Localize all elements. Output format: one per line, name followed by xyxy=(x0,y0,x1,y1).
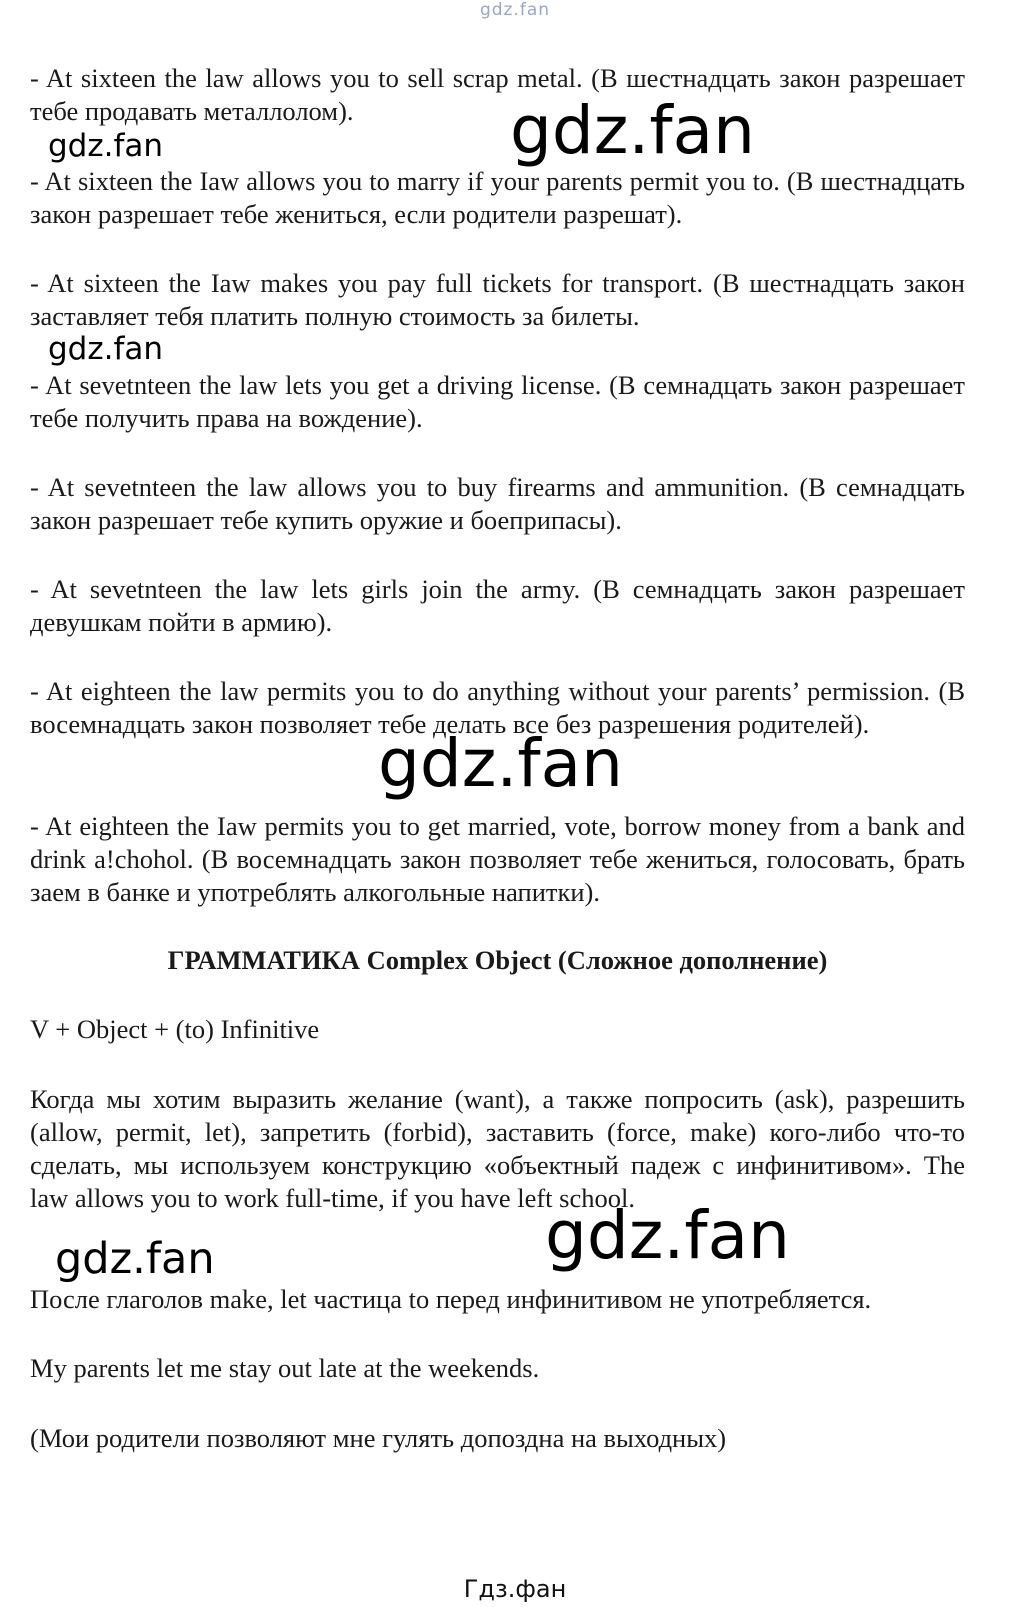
paragraph-3: - At sixteen the Iaw makes you pay full tickets for transport. (В шестнадцать закон заставляет тебя платить полную стоимость за билеты. xyxy=(30,268,965,331)
top-watermark: gdz.fan xyxy=(479,0,551,20)
grammar-rule: После глаголов make, let частица to перед инфинитивом не употребляется. xyxy=(30,1284,872,1314)
paragraph-1: - At sixteen the law allows you to sell scrap metal. (В шестнадцать закон разрешает тебе продавать металлолом). xyxy=(30,63,965,126)
grammar-explanation: Когда мы хотим выразить желание (want), а также попросить (ask), разрешить (allow, permit, let), запретить (forbid), заставить (force, make) кого-либо что-то сделать, мы используем конструкцию «объектный падеж с инфинитивом». The law allows you to work full-time, if you have left school. xyxy=(30,1084,965,1213)
grammar-heading: ГРАММАТИКА Complex Object (Сложное дополнение) xyxy=(167,945,828,975)
grammar-translation: (Мои родители позволяют мне гулять допоздна на выходных) xyxy=(30,1423,727,1453)
grammar-formula: V + Object + (to) Infinitive xyxy=(30,1014,320,1044)
watermark-1: gdz.fan xyxy=(510,92,755,169)
watermark-5: gdz.fan xyxy=(545,1197,790,1274)
paragraph-5: - At sevetnteen the law allows you to buy firearms and ammunition. (В семнадцать закон разрешает тебе купить оружие и боеприпасы). xyxy=(30,472,965,535)
paragraph-8: - At eighteen the Iaw permits you to get married, vote, borrow money from a bank and drink a!chohol. (В восемнадцать закон позволяет тебе жениться, голосовать, брать заем в банке и употреблять алкогольные напитки). xyxy=(30,811,965,907)
grammar-example: My parents let me stay out late at the weekends. xyxy=(30,1353,540,1383)
footer-watermark: Гдз.фан xyxy=(463,1575,567,1603)
watermark-3: gdz.fan xyxy=(48,331,164,367)
watermark-2: gdz.fan xyxy=(48,128,164,164)
paragraph-2: - At sixteen the Iaw allows you to marry if your parents permit you to. (В шестнадцать закон разрешает тебе жениться, если родители разрешат). xyxy=(30,166,965,229)
watermark-6: gdz.fan xyxy=(55,1234,215,1284)
paragraph-6: - At sevetnteen the law lets girls join the army. (В семнадцать закон разрешает девушкам пойти в армию). xyxy=(30,574,965,637)
paragraph-4: - At sevetnteen the law lets you get a driving license. (В семнадцать закон разрешает тебе получить права на вождение). xyxy=(30,370,965,433)
paragraph-7: - At eighteen the law permits you to do anything without your parents’ permission. (В восемнадцать закон позволяет тебе делать все без разрешения родителей). xyxy=(30,676,965,739)
watermark-4: gdz.fan xyxy=(378,725,623,802)
